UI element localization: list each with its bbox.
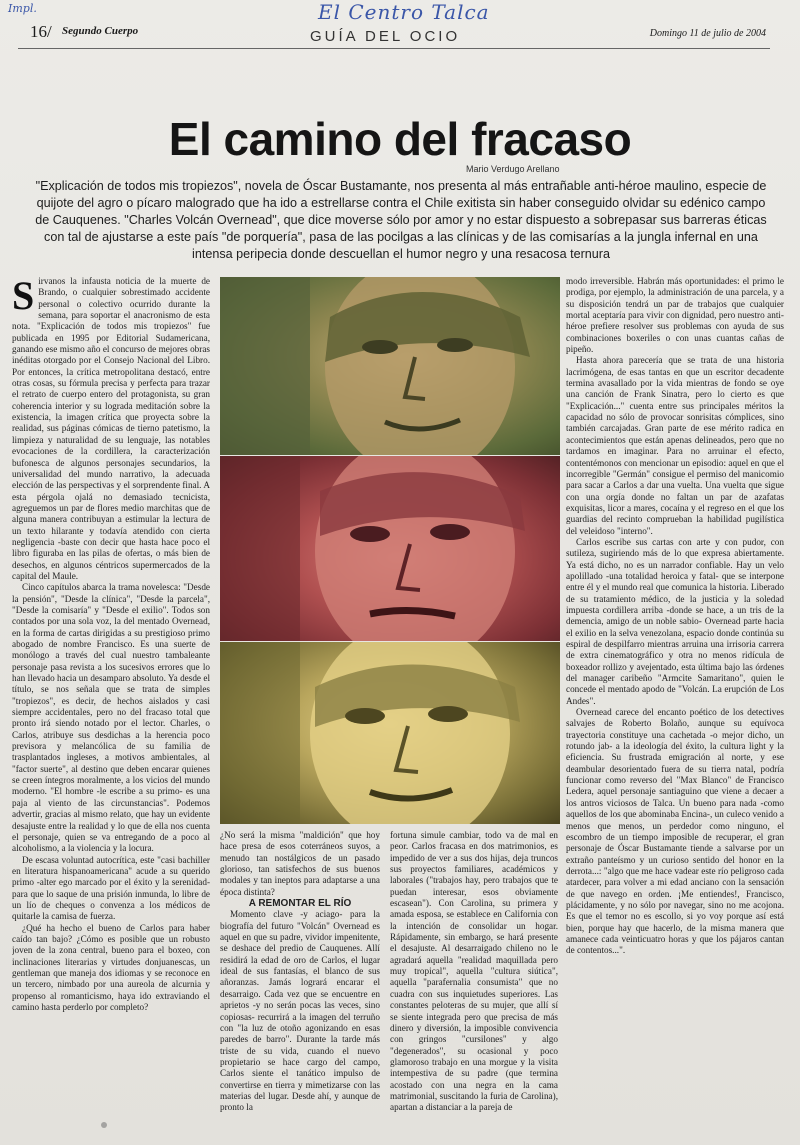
page-number: 16/ (30, 22, 52, 41)
section-title: GUÍA DEL OCIO (310, 28, 461, 45)
article-title: El camino del fracaso (168, 113, 632, 165)
portrait-illustration (220, 277, 560, 455)
paragraph: Hasta ahora parecería que se trata de una historia lacrimógena, de esas tantas en que un escritor decadente termina avasallado por la vida mientras de fondo se oye una canción de Frank Sinatra, pero lo cierto es que "Explicación..." cuenta entre sus principales méritos la capacidad no sólo de provocar sonrisitas cómplices, sino también carcajadas. Gran parte de ese mérito radica en acontecimientos que están apenas delineados, pero que no tardamos en imaginar. Para no arruinar el efecto, contentémonos con mencionar un episodio: aquel en que el incorregible "Germán" consigue el permiso del manicomio para sacar a Carlos a dar una vuelta. Una vuelta que sigue con una orgía donde no faltan un par de azafatas exquisitas, licor a mares, cocaína y el regreso en el que los guardias del recinto comprueban la habilidad pugilística del veleidoso "interno". (566, 355, 784, 536)
publication-date: Domingo 11 de julio de 2004 (649, 28, 766, 39)
page-header (0, 22, 800, 44)
handwritten-source-note: El Centro Talca (318, 0, 490, 24)
handwritten-margin-note: Impl. (8, 2, 37, 15)
section-name: Segundo Cuerpo (62, 25, 139, 37)
portrait-illustration (220, 642, 560, 824)
article-byline: Mario Verdugo Arellano (466, 164, 560, 174)
subheading: A REMONTAR EL RÍO (248, 898, 352, 910)
paragraph: Overnead carece del encanto poético de los detectives salvajes de Roberto Bolaño, aunque su equívoca trayectoria constituye una cachetada -o mejor dicho, un rotundo jab- a la ideología del éxito, la cultura light y la eficiencia. Su frustrada emigración al norte, y ese deambular desorientado fuera de su tierra natal, podría funcionar como reverso del "Max Blanco" de Francisco Ledera, aquel personaje santiaguino que viene a decaer a los antros viciosos de Talca. Un bueno para nada -como aquellos de los que abominaba Encina-, un culeco venido a menos que menos, un perdedor como ninguno, el escombro de un tiempo imposible de recuperar, el gran personaje de Óscar Bustamante tiende a salvarse por un extraño panteísmo y un curioso sentido del honor en la derrota...: "algo que me hace vadear este río peligroso cada atardecer, para volver a mi edad anciano con la sensación de que navego en orden. ¡Me entiendes!, Francisco, plácidamente, y no sólo por navegar, sino no me acojona. Es que el temor no es escollo, si yo voy porque así está bien, porque hay que hacerlo, de la misma manera que amanece cada veinticuatro horas y que los pájaros cantan de contentos...". (566, 707, 784, 956)
paragraph: Carlos escribe sus cartas con arte y con pudor, con sutileza, sugiriendo más de lo que expresa abiertamente. Ya está dicho, no es un narrador confiable. Hay un velo apolillado -una totalidad heroica y fatal- que se interpone entre él y el mundo real que comunica la historia. Liberado de su tratamiento médico, de la justicia y la soledad impuesta cordillera arriba -donde se hace, a un tris de la demencia, amigo de un noble sabio- Overnead parte hacia el exilio en la selva venezolana, espacio donde continúa su espiral de despilfarro mientras arruina una irrisoria carrera de extra cinematográfico y otra no menos ridícula de boxeador rollizo y avejentado, esta última bajo las órdenes del manager caribeño "Armcite Samaritano", quien le concede el mentado apodo de "Volcán. La erupción de Los Andes". (566, 536, 784, 706)
article-column-2 (220, 830, 380, 1130)
paragraph: fortuna simule cambiar, todo va de mal en peor. Carlos fracasa en dos matrimonios, es impedido de ver a sus dos hijas, deja truncos sus proyectos familiares, académicos y laborales ("trabajos hay, pero trabajos que te puedan interesar, esos obviamente escasean"). Con Carolina, su primera y amada esposa, se establece en California con la intención de consolidar un hogar. Rápidamente, sin embargo, se hará presente el desajuste. Al desarraigado chileno no le agradará aquella "realidad maquillada pero muy tropical", aquella "cultura siútica", aquella "parafernalia consumista" que no cuadra con sus inquietudes superiores. Las constantes peloteras de su mujer, que allí sí se siente integrada pero que precisa de más dinero y diversión, la imposible convivencia con gringos "cursilones" y algo "degenerados", su ocasional y poco glamoroso trabajo en una morgue y la visita intempestiva de su padre (que termina acostado con una negra en la cama matrimonial, suscitando la furia de Carolina), apartan a distanciar a la pareja de (390, 830, 558, 1113)
article-column-1 (12, 276, 210, 1092)
article-column-4 (566, 276, 784, 1096)
article-column-3 (390, 830, 558, 1130)
paragraph: Sirvanos la infausta noticia de la muerte de Brando, o cualquier sobrestimado accidente personal o colectivo ocurrido durante la semana, para soportar el anacronismo de esta nota. "Explicación de todos mis tropiezos" fue publicada en 1995 por Editorial Sudamericana, ganando ese mismo año el concurso de mejores obras inéditas otorgado por el Consejo Nacional del Libro. Por entonces, la crítica metropolitana destacó, entre otras cosas, su fórmula precisa y perfecta para trazar el retrato de cuerpo entero del protagonista, su gran coherencia interior y su lograda meditación sobre la existencia, la imagen crítica que proyecta sobre la realidad, sus páginas cómicas de tierno patetismo, la limpieza y naturalidad de su lenguaje, las notables evocaciones de la cordillera, la caracterización bufonesca de algunos personajes secundarios, la universalidad del mundo narrativo, la adecuada elección de las perspectivas y el sorprendente final. A esta pérgola ojalá no demasiado tecnicista, agreguemos un par de flores medio marchitas que de alguna manera contribuyan a estimular la lectura de un texto hilarante y todavía atendido con cierta negligencia -baste con decir que hasta hace poco el libro figuraba en las pilas de ofertas, o más bien de desechos, en algunos céntricos supermercados de la capital del Maule. (12, 276, 210, 581)
author-photo-red (220, 456, 560, 641)
paragraph: ¿Qué ha hecho el bueno de Carlos para haber caído tan bajo? ¿Cómo es posible que un robusto joven de la zona central, bueno para el boxeo, con inclinaciones literarias y virtudes donjuanescas, un gentleman que maneja dos idiomas y se reconoce en un tercero, nimbado por una aureola de alcurnia y propenso al romanticismo, haya ido extraviando el camino hasta perderlo por completo? (12, 922, 210, 1012)
paragraph: De escasa voluntad autocrítica, este "casi bachiller en literatura hispanoamericana" acude a su querido primo -alter ego marcado por el éxito y la serenidad- para que lo saque de una prisión inmunda, lo libre de un lío de cheques o convenza a los médicos de quitarle la camisa de fuerza. (12, 854, 210, 922)
portrait-illustration (220, 456, 560, 641)
article-deck: "Explicación de todos mis tropiezos", novela de Óscar Bustamante, nos presenta al más entrañable anti-héroe maulino, especie de quijote del agro o pícaro malogrado que ha ido a estrellarse contra el Chile exitista sin haber conseguido olvidar su edénico campo de Cauquenes. "Charles Volcán Overnead", que dice moverse sólo por amor y no estar dispuesto a sobrepasar sus barreras éticas con tal de ajustarse a este país "de porquería", pasa de las pocilgas a las clínicas y de las comisarías a la jungla infernal en una intensa peripecia donde descuellan el humor negro y una resacosa ternura (35, 179, 767, 261)
drop-cap: S (12, 276, 35, 318)
paragraph: modo irreversible. Habrán más oportunidades: el primo le prodiga, por ejemplo, la administración de una parcela, y a su disposición tendrá un par de trabajos que cualquier mortal aceptaría para vivir con dignidad, pero nuestro anti-héroe prefiere resolver sus problemas con ayuda de sus combinaciones boxeriles o con unas cuantas cañas de pipeño. (566, 276, 784, 355)
paragraph: Cinco capítulos abarca la trama novelesca: "Desde la pensión", "Desde la clínica", "Desde la parcela", "Desde la comisaría" y "Desde el exilio". Todos son contados por una sola voz, la del mentado Overnead, en la forma de cartas dirigidas a su prestigioso primo abogado de nombre Francisco. Es una suerte de monólogo a través del cual nuestro tambaleante personaje pasa revista a los sucesivos errores que lo han llevado hacia un desamparo absoluto. Ya desde el título, se nos señala que se trata de simples "tropiezos", es decir, de hechos aislados y casi siempre accidentales, pero no del fracaso total que pronto irá siendo notado por el lector. Charles, o Carlos, atribuye sus desdichas a la herencia poco previsora y melancólica de su familia de trasplantados ingleses, a motivos ambientales, al "factor suerte", al destino que deben encarar quienes se creen íntegros moralmente, a los vicios del mundo moderno. "El hombre -le escribe a su primo- es una paja al viento de las circunstancias". Podemos advertir, gracias al mismo relato, que hay un evidente desajuste entre la realidad y lo que de ella nos cuenta el personaje, quien se va entregando de a poco al alcoholismo, a la violencia y la locura. (12, 582, 210, 854)
author-photo-green (220, 277, 560, 455)
paragraph: Momento clave -y aciago- para la biografía del futuro "Volcán" Overnead es aquel en que su padre, vividor impenitente, se deshace del predio de Cauquenes. Allí residirá la edad de oro de Carlos, el lugar ideal de sus fantasías, el blanco de sus añoranzas. Jamás logrará encarar el desarraigo. Cada vez que se encuentre en aprietos -y no serán pocas las veces, sino copiosas- recurrirá a la imagen del terruño con "la luz de otoño agonizando en esas paredes de barro". Durante la tarde más triste de su vida, cuando el nuevo propietario se hace cargo del campo, Carlos siente el tanático impulso de convertirse en tierra y mimetizarse con las materias del lugar. Desde ahí, y aunque de pronto la (220, 909, 380, 1113)
author-photo-yellow (220, 642, 560, 824)
header-rule (18, 48, 770, 49)
paragraph: ¿No será la misma "maldición" que hoy hace presa de esos coterráneos suyos, a menudo tan nostálgicos de un pasado glorioso, tan satisfechos de sus buenos modales y tan ineptos para adaptarse a una época distinta? (220, 830, 380, 897)
ink-blot (96, 1118, 112, 1132)
